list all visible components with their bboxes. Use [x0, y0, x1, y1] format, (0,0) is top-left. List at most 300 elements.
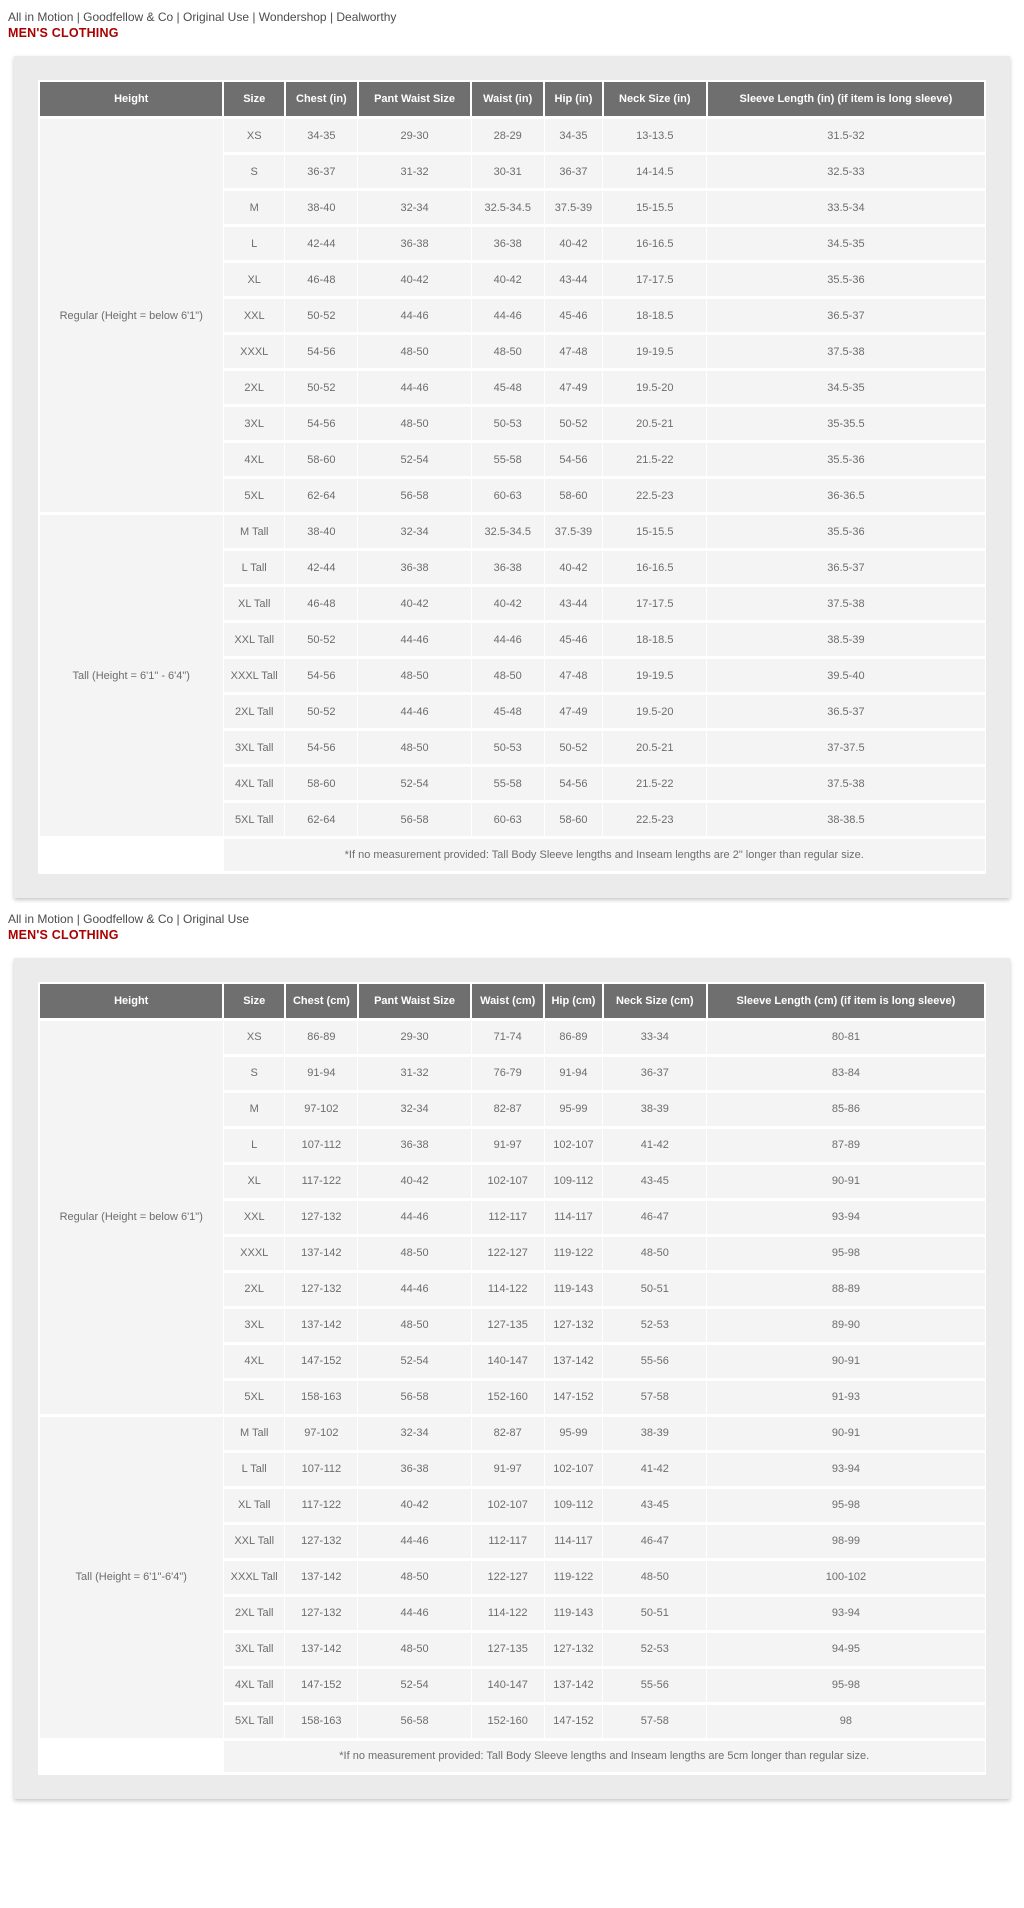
measurement-cell: 109-112: [544, 1163, 603, 1199]
size-cell: 2XL Tall: [223, 694, 284, 730]
measurement-cell: 140-147: [471, 1343, 544, 1379]
measurement-cell: 50-53: [471, 730, 544, 766]
table-body: [39, 1019, 985, 1774]
measurement-cell: 21.5-22: [603, 766, 707, 802]
measurement-cell: 48-50: [358, 334, 472, 370]
measurement-cell: 102-107: [544, 1127, 603, 1163]
measurement-cell: 55-58: [471, 766, 544, 802]
measurement-cell: 109-112: [544, 1487, 603, 1523]
measurement-cell: 43-44: [544, 262, 603, 298]
measurement-cell: 45-48: [471, 694, 544, 730]
measurement-cell: 17-17.5: [603, 586, 707, 622]
size-cell: 3XL Tall: [223, 730, 284, 766]
measurement-cell: 46-47: [603, 1523, 707, 1559]
measurement-cell: 55-58: [471, 442, 544, 478]
size-cell: XXL: [223, 1199, 284, 1235]
measurement-cell: 56-58: [358, 802, 472, 838]
measurement-cell: 62-64: [285, 478, 358, 514]
measurement-cell: 52-54: [358, 442, 472, 478]
measurement-cell: 86-89: [285, 1019, 358, 1055]
size-chart-page: [0, 10, 1024, 1799]
size-cell: 5XL Tall: [223, 1703, 284, 1739]
measurement-cell: 34.5-35: [707, 226, 985, 262]
column-header: Pant Waist Size: [358, 983, 472, 1020]
measurement-cell: 50-52: [285, 298, 358, 334]
measurement-cell: 44-46: [358, 1199, 472, 1235]
measurement-cell: 36-37: [603, 1055, 707, 1091]
measurement-cell: 36-38: [471, 550, 544, 586]
measurement-cell: 127-132: [544, 1631, 603, 1667]
measurement-cell: 56-58: [358, 478, 472, 514]
measurement-cell: 38-39: [603, 1091, 707, 1127]
size-cell: M: [223, 1091, 284, 1127]
measurement-cell: 95-99: [544, 1091, 603, 1127]
measurement-cell: 127-135: [471, 1307, 544, 1343]
measurement-cell: 48-50: [471, 658, 544, 694]
measurement-cell: 147-152: [544, 1703, 603, 1739]
size-table-container-cm: [14, 958, 1010, 1800]
measurement-cell: 45-46: [544, 622, 603, 658]
measurement-cell: 85-86: [707, 1091, 985, 1127]
measurement-cell: 38.5-39: [707, 622, 985, 658]
measurement-cell: 97-102: [285, 1091, 358, 1127]
measurement-cell: 50-53: [471, 406, 544, 442]
size-cell: XXL Tall: [223, 622, 284, 658]
size-cell: 3XL: [223, 406, 284, 442]
measurement-cell: 52-53: [603, 1307, 707, 1343]
measurement-cell: 48-50: [358, 730, 472, 766]
measurement-cell: 137-142: [285, 1307, 358, 1343]
size-cell: 3XL Tall: [223, 1631, 284, 1667]
measurement-cell: 50-52: [285, 694, 358, 730]
measurement-cell: 19-19.5: [603, 658, 707, 694]
measurement-cell: 35.5-36: [707, 514, 985, 550]
size-cell: 4XL Tall: [223, 766, 284, 802]
measurement-cell: 48-50: [471, 334, 544, 370]
measurement-cell: 54-56: [544, 442, 603, 478]
measurement-cell: 91-94: [285, 1055, 358, 1091]
measurement-cell: 45-46: [544, 298, 603, 334]
measurement-cell: 35.5-36: [707, 262, 985, 298]
measurement-cell: 54-56: [285, 334, 358, 370]
measurement-cell: 117-122: [285, 1163, 358, 1199]
measurement-cell: 147-152: [544, 1379, 603, 1415]
size-chart-section-cm: [0, 912, 1024, 1800]
measurement-cell: 31.5-32: [707, 118, 985, 154]
measurement-cell: 107-112: [285, 1451, 358, 1487]
measurement-cell: 102-107: [471, 1487, 544, 1523]
measurement-cell: 152-160: [471, 1379, 544, 1415]
column-header: Hip (in): [544, 81, 603, 118]
measurement-cell: 44-46: [358, 1523, 472, 1559]
table-row: [39, 1415, 985, 1451]
measurement-cell: 107-112: [285, 1127, 358, 1163]
measurement-cell: 57-58: [603, 1379, 707, 1415]
measurement-cell: 76-79: [471, 1055, 544, 1091]
measurement-cell: 15-15.5: [603, 514, 707, 550]
measurement-cell: 46-47: [603, 1199, 707, 1235]
measurement-cell: 50-52: [544, 406, 603, 442]
measurement-cell: 34.5-35: [707, 370, 985, 406]
measurement-cell: 82-87: [471, 1415, 544, 1451]
measurement-cell: 137-142: [285, 1559, 358, 1595]
measurement-cell: 44-46: [471, 298, 544, 334]
measurement-cell: 93-94: [707, 1451, 985, 1487]
measurement-cell: 127-132: [285, 1523, 358, 1559]
measurement-cell: 28-29: [471, 118, 544, 154]
column-header: Height: [39, 81, 223, 118]
size-cell: M Tall: [223, 514, 284, 550]
size-cell: XXL: [223, 298, 284, 334]
measurement-cell: 22.5-23: [603, 802, 707, 838]
size-cell: L: [223, 226, 284, 262]
table-row: [39, 1019, 985, 1055]
measurement-cell: 137-142: [544, 1343, 603, 1379]
measurement-cell: 33-34: [603, 1019, 707, 1055]
measurement-cell: 56-58: [358, 1379, 472, 1415]
column-header: Size: [223, 983, 284, 1020]
measurement-cell: 13-13.5: [603, 118, 707, 154]
size-cell: XL Tall: [223, 1487, 284, 1523]
measurement-cell: 55-56: [603, 1343, 707, 1379]
measurement-cell: 58-60: [285, 442, 358, 478]
size-cell: XXXL Tall: [223, 658, 284, 694]
column-header: Neck Size (in): [603, 81, 707, 118]
measurement-cell: 60-63: [471, 478, 544, 514]
measurement-cell: 80-81: [707, 1019, 985, 1055]
column-header: Pant Waist Size: [358, 81, 472, 118]
header-row: [39, 81, 985, 118]
measurement-cell: 34-35: [544, 118, 603, 154]
measurement-cell: 112-117: [471, 1199, 544, 1235]
measurement-cell: 17-17.5: [603, 262, 707, 298]
measurement-cell: 18-18.5: [603, 298, 707, 334]
footnote-row: [39, 1739, 985, 1774]
measurement-cell: 48-50: [603, 1235, 707, 1271]
height-group-label: Regular (Height = below 6'1"): [39, 118, 223, 514]
measurement-cell: 16-16.5: [603, 226, 707, 262]
measurement-cell: 40-42: [358, 1163, 472, 1199]
size-table-cm: [38, 982, 986, 1776]
size-cell: XXXL: [223, 334, 284, 370]
measurement-cell: 93-94: [707, 1595, 985, 1631]
measurement-cell: 37-37.5: [707, 730, 985, 766]
column-header: Chest (in): [285, 81, 358, 118]
measurement-cell: 58-60: [544, 802, 603, 838]
measurement-cell: 32-34: [358, 514, 472, 550]
measurement-cell: 38-40: [285, 514, 358, 550]
measurement-cell: 95-98: [707, 1667, 985, 1703]
measurement-cell: 95-99: [544, 1415, 603, 1451]
footnote-spacer-cell: [39, 1739, 223, 1774]
measurement-cell: 60-63: [471, 802, 544, 838]
size-table-container-inches: [14, 56, 1010, 898]
measurement-cell: 40-42: [544, 226, 603, 262]
size-cell: XL Tall: [223, 586, 284, 622]
measurement-cell: 137-142: [285, 1631, 358, 1667]
height-group-label: Regular (Height = below 6'1"): [39, 1019, 223, 1415]
measurement-cell: 46-48: [285, 262, 358, 298]
measurement-cell: 42-44: [285, 226, 358, 262]
measurement-cell: 35-35.5: [707, 406, 985, 442]
measurement-cell: 137-142: [285, 1235, 358, 1271]
column-header: Height: [39, 983, 223, 1020]
measurement-cell: 44-46: [358, 1271, 472, 1307]
measurement-cell: 16-16.5: [603, 550, 707, 586]
measurement-cell: 98: [707, 1703, 985, 1739]
table-row: [39, 514, 985, 550]
size-cell: S: [223, 1055, 284, 1091]
height-group-label: Tall (Height = 6'1"-6'4"): [39, 1415, 223, 1739]
measurement-cell: 43-44: [544, 586, 603, 622]
category-title: MEN'S CLOTHING: [8, 927, 119, 942]
measurement-cell: 36-38: [358, 1451, 472, 1487]
measurement-cell: 42-44: [285, 550, 358, 586]
size-chart-section-inches: [0, 10, 1024, 898]
measurement-cell: 127-132: [544, 1307, 603, 1343]
measurement-cell: 36-36.5: [707, 478, 985, 514]
size-cell: L: [223, 1127, 284, 1163]
measurement-cell: 38-38.5: [707, 802, 985, 838]
measurement-cell: 37.5-39: [544, 514, 603, 550]
size-cell: L Tall: [223, 550, 284, 586]
measurement-cell: 98-99: [707, 1523, 985, 1559]
measurement-cell: 19.5-20: [603, 370, 707, 406]
height-group-label: Tall (Height = 6'1" - 6'4"): [39, 514, 223, 838]
measurement-cell: 21.5-22: [603, 442, 707, 478]
measurement-cell: 37.5-38: [707, 334, 985, 370]
measurement-cell: 147-152: [285, 1343, 358, 1379]
measurement-cell: 93-94: [707, 1199, 985, 1235]
measurement-cell: 114-122: [471, 1595, 544, 1631]
measurement-cell: 54-56: [544, 766, 603, 802]
measurement-cell: 119-122: [544, 1559, 603, 1595]
measurement-cell: 58-60: [544, 478, 603, 514]
measurement-cell: 36.5-37: [707, 694, 985, 730]
measurement-cell: 36-38: [358, 226, 472, 262]
measurement-cell: 19.5-20: [603, 694, 707, 730]
measurement-cell: 52-53: [603, 1631, 707, 1667]
measurement-cell: 127-132: [285, 1271, 358, 1307]
measurement-cell: 56-58: [358, 1703, 472, 1739]
measurement-cell: 31-32: [358, 154, 472, 190]
measurement-cell: 89-90: [707, 1307, 985, 1343]
measurement-cell: 40-42: [544, 550, 603, 586]
size-cell: 5XL: [223, 478, 284, 514]
header-row: [39, 983, 985, 1020]
size-cell: 2XL Tall: [223, 1595, 284, 1631]
measurement-cell: 20.5-21: [603, 730, 707, 766]
measurement-cell: 48-50: [358, 406, 472, 442]
measurement-cell: 15-15.5: [603, 190, 707, 226]
footnote: *If no measurement provided: Tall Body Sleeve lengths and Inseam lengths are 2" longer than regular size.: [223, 838, 985, 873]
measurement-cell: 158-163: [285, 1703, 358, 1739]
measurement-cell: 54-56: [285, 658, 358, 694]
measurement-cell: 36-38: [358, 550, 472, 586]
measurement-cell: 54-56: [285, 406, 358, 442]
measurement-cell: 52-54: [358, 1343, 472, 1379]
column-header: Size: [223, 81, 284, 118]
footnote: *If no measurement provided: Tall Body Sleeve lengths and Inseam lengths are 5cm longer than regular size.: [223, 1739, 985, 1774]
measurement-cell: 41-42: [603, 1127, 707, 1163]
measurement-cell: 18-18.5: [603, 622, 707, 658]
size-cell: 5XL Tall: [223, 802, 284, 838]
measurement-cell: 127-135: [471, 1631, 544, 1667]
size-cell: M: [223, 190, 284, 226]
measurement-cell: 30-31: [471, 154, 544, 190]
measurement-cell: 37.5-38: [707, 766, 985, 802]
size-cell: XXXL: [223, 1235, 284, 1271]
measurement-cell: 50-52: [544, 730, 603, 766]
measurement-cell: 82-87: [471, 1091, 544, 1127]
size-cell: M Tall: [223, 1415, 284, 1451]
size-cell: XL: [223, 1163, 284, 1199]
measurement-cell: 40-42: [471, 586, 544, 622]
measurement-cell: 100-102: [707, 1559, 985, 1595]
size-cell: 5XL: [223, 1379, 284, 1415]
measurement-cell: 48-50: [358, 1631, 472, 1667]
measurement-cell: 36-37: [544, 154, 603, 190]
measurement-cell: 95-98: [707, 1235, 985, 1271]
measurement-cell: 137-142: [544, 1667, 603, 1703]
column-header: Sleeve Length (in) (if item is long sleeve): [707, 81, 985, 118]
measurement-cell: 86-89: [544, 1019, 603, 1055]
measurement-cell: 33.5-34: [707, 190, 985, 226]
measurement-cell: 91-94: [544, 1055, 603, 1091]
column-header: Waist (in): [471, 81, 544, 118]
measurement-cell: 40-42: [358, 1487, 472, 1523]
column-header: Neck Size (cm): [603, 983, 707, 1020]
measurement-cell: 140-147: [471, 1667, 544, 1703]
measurement-cell: 47-49: [544, 370, 603, 406]
measurement-cell: 36-38: [358, 1127, 472, 1163]
size-cell: 4XL: [223, 442, 284, 478]
measurement-cell: 47-48: [544, 334, 603, 370]
measurement-cell: 50-52: [285, 622, 358, 658]
measurement-cell: 48-50: [358, 658, 472, 694]
table-row: [39, 118, 985, 154]
column-header: Hip (cm): [544, 983, 603, 1020]
measurement-cell: 32.5-34.5: [471, 514, 544, 550]
size-cell: XS: [223, 118, 284, 154]
column-header: Sleeve Length (cm) (if item is long sleeve): [707, 983, 985, 1020]
measurement-cell: 44-46: [358, 1595, 472, 1631]
measurement-cell: 114-122: [471, 1271, 544, 1307]
measurement-cell: 62-64: [285, 802, 358, 838]
size-cell: 2XL: [223, 370, 284, 406]
measurement-cell: 117-122: [285, 1487, 358, 1523]
measurement-cell: 48-50: [603, 1559, 707, 1595]
footnote-spacer-cell: [39, 838, 223, 873]
measurement-cell: 36.5-37: [707, 550, 985, 586]
measurement-cell: 102-107: [471, 1163, 544, 1199]
measurement-cell: 44-46: [358, 298, 472, 334]
column-header: Chest (cm): [285, 983, 358, 1020]
measurement-cell: 22.5-23: [603, 478, 707, 514]
measurement-cell: 37.5-38: [707, 586, 985, 622]
measurement-cell: 83-84: [707, 1055, 985, 1091]
measurement-cell: 87-89: [707, 1127, 985, 1163]
measurement-cell: 119-143: [544, 1271, 603, 1307]
size-cell: XXL Tall: [223, 1523, 284, 1559]
measurement-cell: 95-98: [707, 1487, 985, 1523]
measurement-cell: 41-42: [603, 1451, 707, 1487]
size-cell: 3XL: [223, 1307, 284, 1343]
brand-list: All in Motion | Goodfellow & Co | Original Use | Wondershop | Dealworthy: [8, 10, 397, 24]
measurement-cell: 52-54: [358, 766, 472, 802]
measurement-cell: 45-48: [471, 370, 544, 406]
measurement-cell: 34-35: [285, 118, 358, 154]
measurement-cell: 152-160: [471, 1703, 544, 1739]
measurement-cell: 119-122: [544, 1235, 603, 1271]
measurement-cell: 40-42: [358, 586, 472, 622]
measurement-cell: 29-30: [358, 118, 472, 154]
measurement-cell: 36.5-37: [707, 298, 985, 334]
measurement-cell: 43-45: [603, 1163, 707, 1199]
measurement-cell: 44-46: [358, 370, 472, 406]
measurement-cell: 158-163: [285, 1379, 358, 1415]
measurement-cell: 55-56: [603, 1667, 707, 1703]
measurement-cell: 88-89: [707, 1271, 985, 1307]
footnote-row: [39, 838, 985, 873]
measurement-cell: 46-48: [285, 586, 358, 622]
measurement-cell: 47-49: [544, 694, 603, 730]
measurement-cell: 20.5-21: [603, 406, 707, 442]
measurement-cell: 32.5-33: [707, 154, 985, 190]
measurement-cell: 54-56: [285, 730, 358, 766]
size-cell: S: [223, 154, 284, 190]
measurement-cell: 47-48: [544, 658, 603, 694]
size-cell: 2XL: [223, 1271, 284, 1307]
measurement-cell: 91-97: [471, 1127, 544, 1163]
measurement-cell: 127-132: [285, 1199, 358, 1235]
size-cell: XXXL Tall: [223, 1559, 284, 1595]
measurement-cell: 32-34: [358, 190, 472, 226]
size-cell: XS: [223, 1019, 284, 1055]
measurement-cell: 102-107: [544, 1451, 603, 1487]
measurement-cell: 50-51: [603, 1595, 707, 1631]
measurement-cell: 112-117: [471, 1523, 544, 1559]
size-cell: XL: [223, 262, 284, 298]
measurement-cell: 36-37: [285, 154, 358, 190]
measurement-cell: 29-30: [358, 1019, 472, 1055]
measurement-cell: 94-95: [707, 1631, 985, 1667]
measurement-cell: 114-117: [544, 1199, 603, 1235]
measurement-cell: 90-91: [707, 1163, 985, 1199]
measurement-cell: 48-50: [358, 1235, 472, 1271]
measurement-cell: 90-91: [707, 1343, 985, 1379]
measurement-cell: 48-50: [358, 1307, 472, 1343]
measurement-cell: 127-132: [285, 1595, 358, 1631]
measurement-cell: 50-51: [603, 1271, 707, 1307]
measurement-cell: 38-39: [603, 1415, 707, 1451]
measurement-cell: 43-45: [603, 1487, 707, 1523]
size-cell: L Tall: [223, 1451, 284, 1487]
measurement-cell: 19-19.5: [603, 334, 707, 370]
measurement-cell: 97-102: [285, 1415, 358, 1451]
measurement-cell: 44-46: [358, 694, 472, 730]
measurement-cell: 147-152: [285, 1667, 358, 1703]
measurement-cell: 48-50: [358, 1559, 472, 1595]
measurement-cell: 38-40: [285, 190, 358, 226]
measurement-cell: 58-60: [285, 766, 358, 802]
measurement-cell: 36-38: [471, 226, 544, 262]
measurement-cell: 91-97: [471, 1451, 544, 1487]
size-cell: 4XL Tall: [223, 1667, 284, 1703]
measurement-cell: 44-46: [471, 622, 544, 658]
table-body: [39, 118, 985, 873]
size-cell: 4XL: [223, 1343, 284, 1379]
